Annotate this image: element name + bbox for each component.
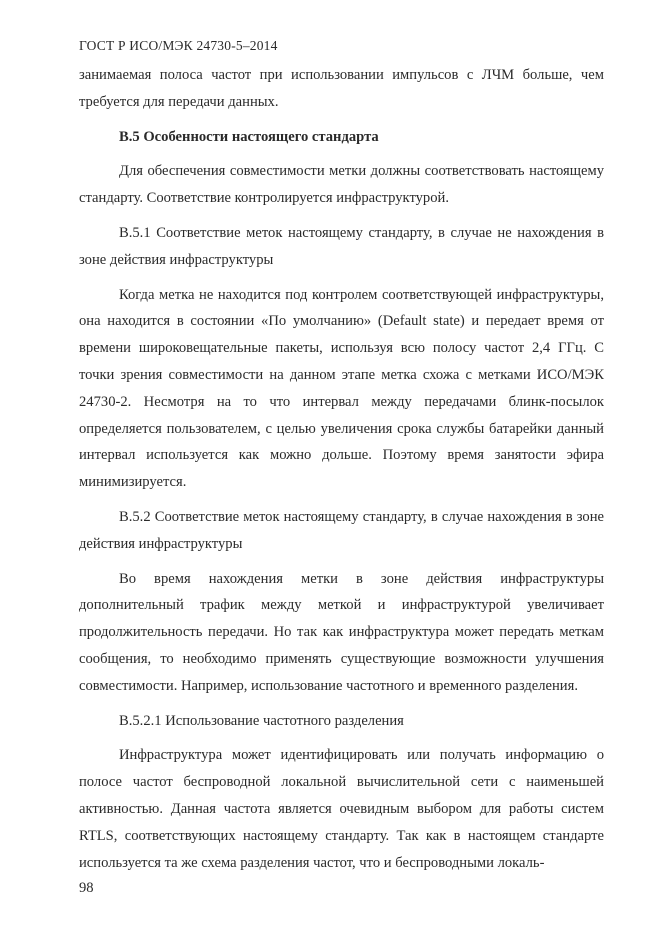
document-body xyxy=(79,62,604,884)
page-number: 98 xyxy=(79,880,94,896)
paragraph-compatibility: Для обеспечения совместимости метки должны соответствовать настоящему стандарту. Соответствие контролируется инфраструктурой. xyxy=(79,163,604,207)
section-heading-b5: В.5 Особенности настоящего стандарта xyxy=(119,128,379,145)
paragraph-frequency-division: Инфраструктура может идентифицировать или получать информацию о полосе частот беспроводной локальной вычислительной сети с наименьшей активностью. Данная частота является очевидным выбором для работы систем RTLS, соответствующих настоящему стандарту. Так как в настоящем стандарте используется та же схема разделения частот, что и беспроводными локаль- xyxy=(79,747,604,871)
subsection-b5-1: В.5.1 Соответствие меток настоящему стандарту, в случае не нахождения в зоне действия инфраструктуры xyxy=(79,224,604,268)
paragraph-default-state: Когда метка не находится под контролем соответствующей инфраструктуры, она находится в состоянии «По умолчанию» (Default state) и передает время от времени широковещательные пакеты, используя всю полосу частот 2,4 ГГц. С точки зрения совместимости на данном этапе метка схожа с метками ИСО/МЭК 24730-2. Несмотря на то что интервал между передачами блинк-посылок определяется пользователем, с целью увеличения срока службы батарейки данный интервал используется как можно дольше. Поэтому время занятости эфира минимизируется. xyxy=(79,286,604,491)
subsection-b5-2: В.5.2 Соответствие меток настоящему стандарту, в случае нахождения в зоне действия инфраструктуры xyxy=(79,508,604,552)
document-header: ГОСТ Р ИСО/МЭК 24730-5–2014 xyxy=(79,38,278,53)
subsection-b5-2-1: В.5.2.1 Использование частотного разделения xyxy=(119,712,404,729)
paragraph-infrastructure-traffic: Во время нахождения метки в зоне действия инфраструктуры дополнительный трафик между меткой и инфраструктурой увеличивает продолжительность передачи. Но так как инфраструктура может передать меткам сообщения, то необходимо применять существующие возможности улучшения совместимости. Например, использование частотного и временного разделения. xyxy=(79,570,604,694)
paragraph-continuation: занимаемая полоса частот при использовании импульсов с ЛЧМ больше, чем требуется для передачи данных. xyxy=(79,67,604,110)
